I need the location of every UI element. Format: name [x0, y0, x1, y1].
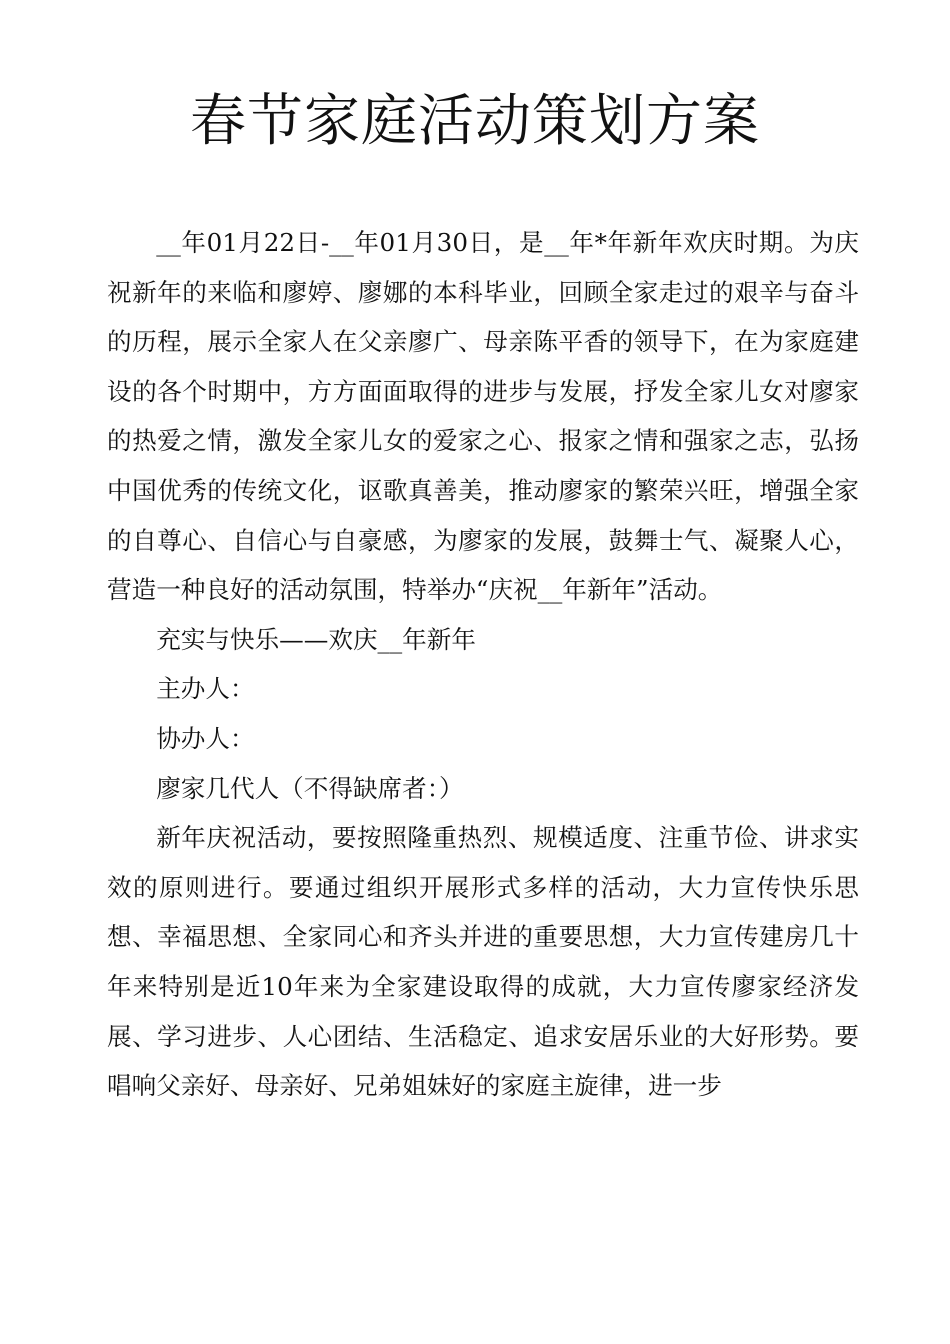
- paragraph-participants: 廖家几代人（不得缺席者：）: [156, 773, 464, 803]
- paragraph-cohost: 协办人：: [156, 723, 255, 753]
- paragraph-theme: 充实与快乐——欢庆__年新年: [156, 624, 476, 654]
- paragraph-principles: 新年庆祝活动，要按照隆重热烈、规模适度、注重节俭、讲求实效的原则进行。要通过组织开展形式多样的活动，大力宣传快乐思想、幸福思想、全家同心和齐头并进的重要思想，大力宣传建房几十年来特别是近10年来为全家建设取得的成就，大力宣传廖家经济发展、学习进步、人心团结、生活稳定、追求安居乐业的大好形势。要唱响父亲好、母亲好、兄弟姐妹好的家庭主旋律，进一步: [107, 823, 859, 1101]
- paragraph-intro: __年01月22日-__年01月30日，是__年*年新年欢庆时期。为庆祝新年的来临和廖婷、廖娜的本科毕业，回顾全家走过的艰辛与奋斗的历程，展示全家人在父亲廖广、母亲陈平香的领导下，在为家庭建设的各个时期中，方方面面取得的进步与发展，抒发全家儿女对廖家的热爱之情，激发全家儿女的爱家之心、报家之情和强家之志，弘扬中国优秀的传统文化，讴歌真善美，推动廖家的繁荣兴旺，增强全家的自尊心、自信心与自豪感，为廖家的发展，鼓舞士气、凝聚人心，营造一种良好的活动氛围，特举办“庆祝__年新年”活动。: [107, 228, 859, 605]
- document-body: [107, 218, 859, 1111]
- document-title: 春节家庭活动策划方案: [190, 89, 760, 154]
- paragraph-host: 主办人：: [156, 674, 255, 704]
